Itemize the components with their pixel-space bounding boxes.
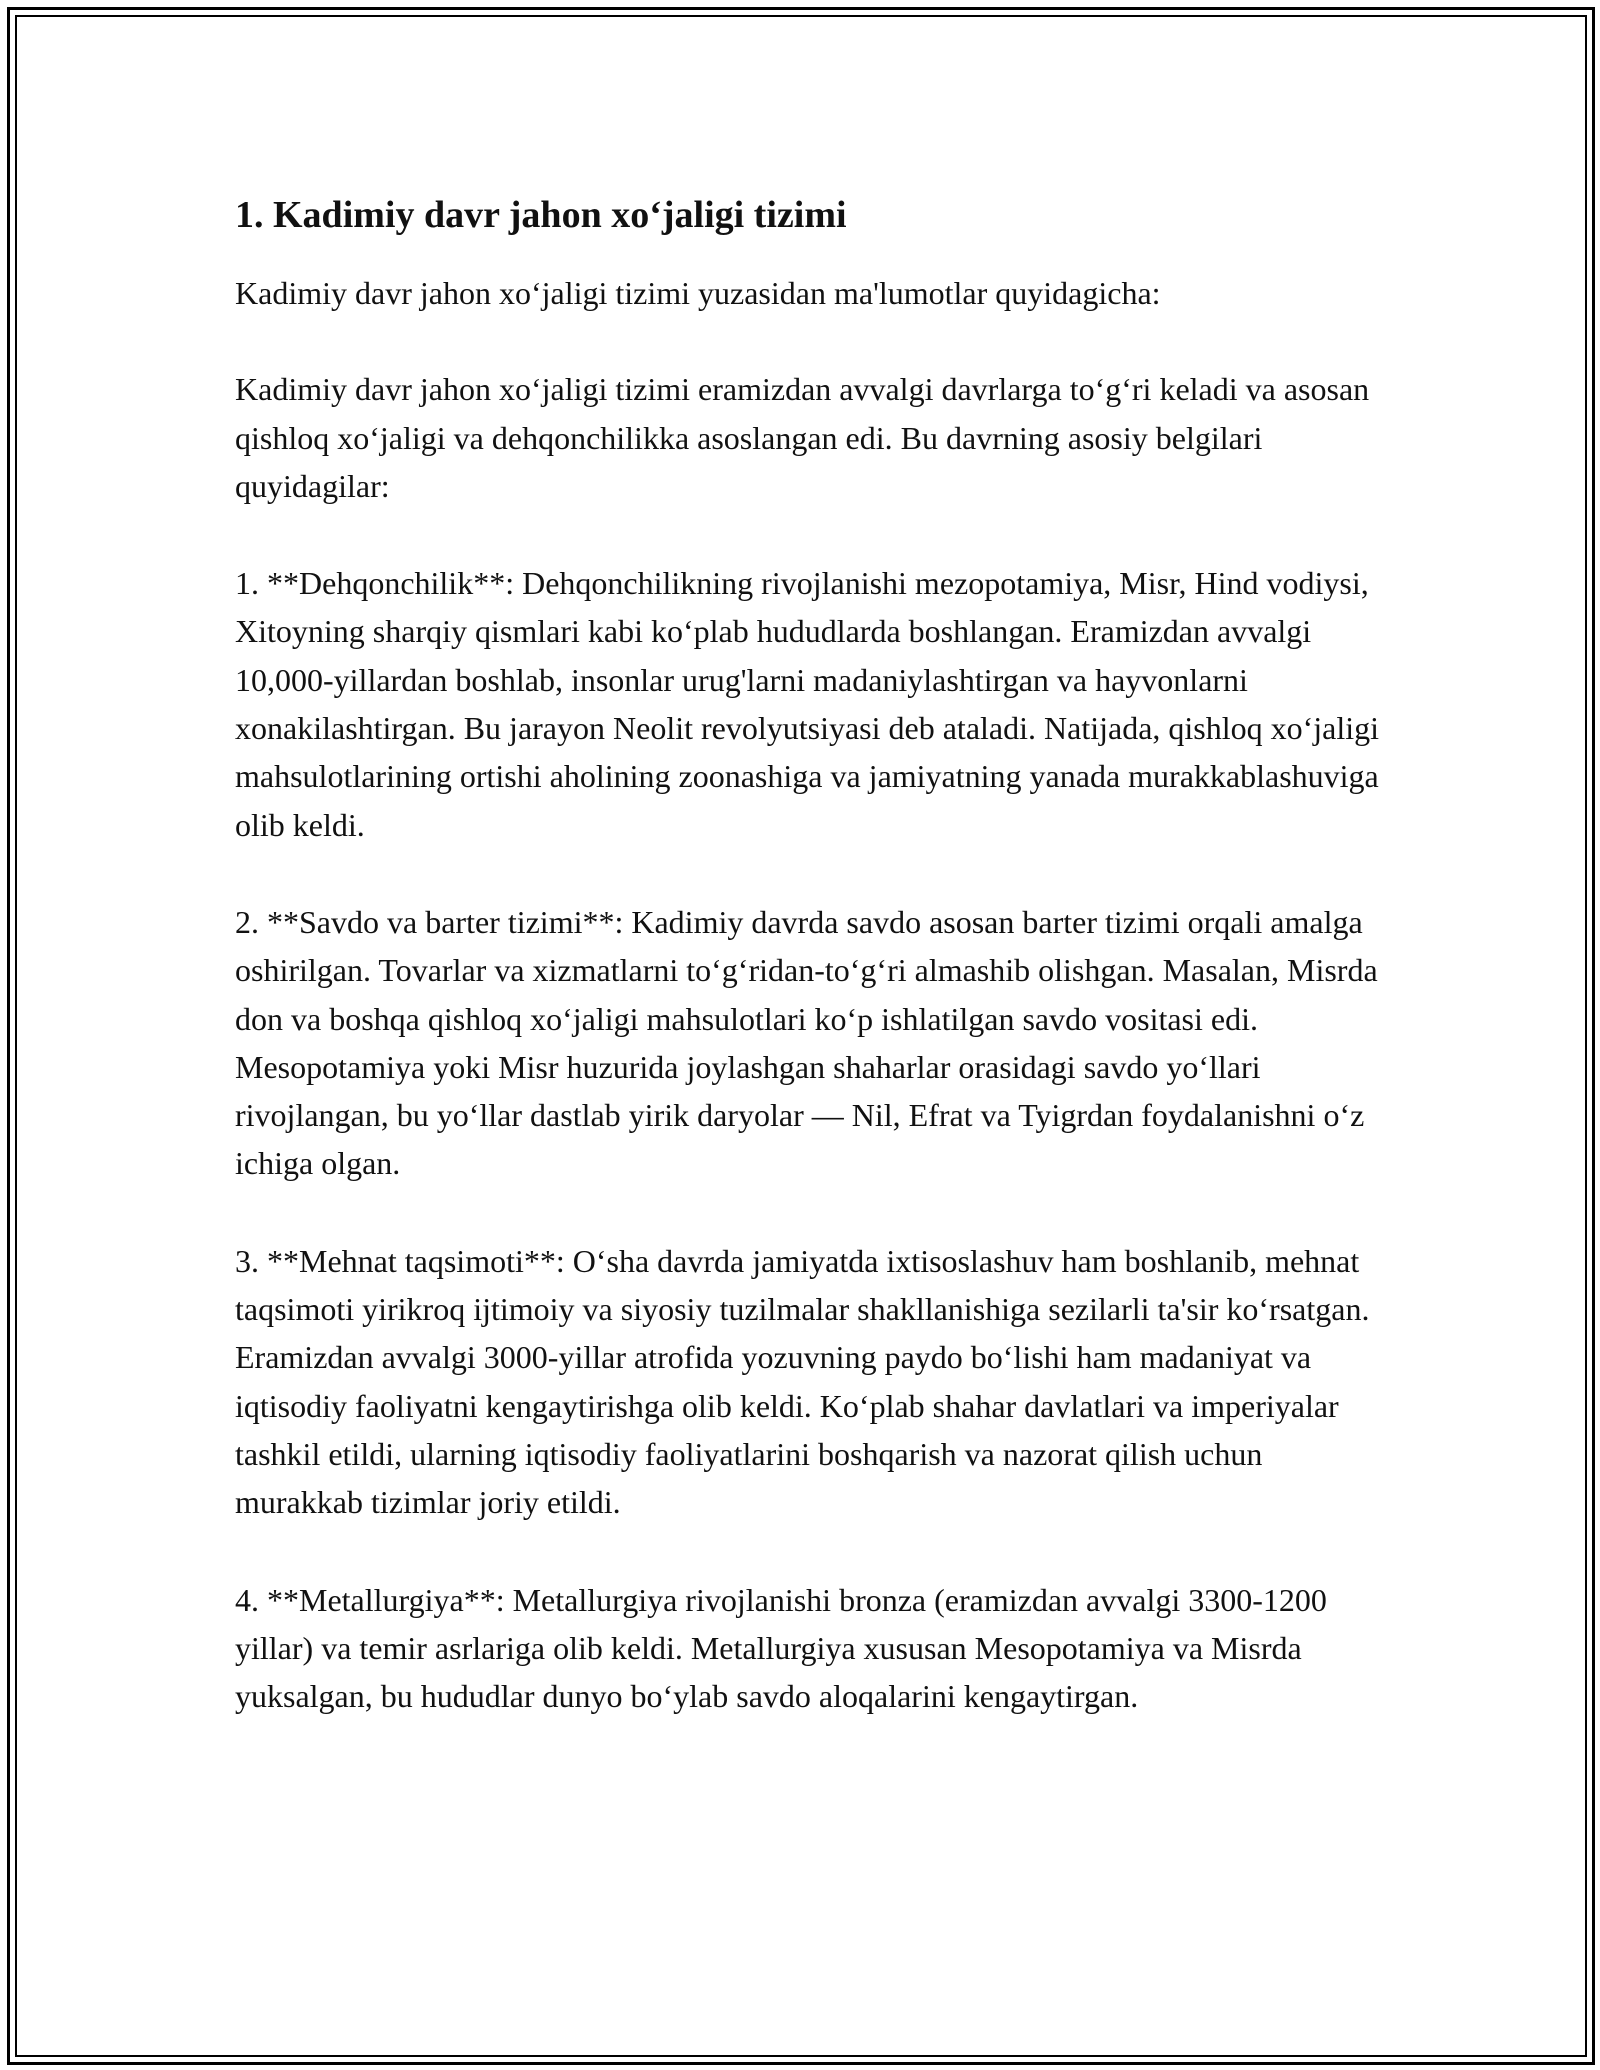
section-savdo-paragraph: 2. **Savdo va barter tizimi**: Kadimiy davrda savdo asosan barter tizimi orqali amalga oshirilgan. Tovarlar va xizmatlarni to‘g‘ridan-to‘g‘ri almashib olishgan. Masalan, Misrda don va boshqa qishloq xo‘jaligi mahsulotlari ko‘p ishlatilgan savdo vositasi edi. Mesopotamiya yoki Misr huzurida joylashgan shaharlar orasidagi savdo yo‘llari rivojlangan, bu yo‘llar dastlab yirik daryolar — Nil, Efrat va Tyigrdan foydalanishni o‘z ichiga olgan. [235, 903, 1378, 1182]
section-mehnat-paragraph: 3. **Mehnat taqsimoti**: O‘sha davrda jamiyatda ixtisoslashuv ham boshlanib, mehnat taqsimoti yirikroq ijtimoiy va siyosiy tuzilmalar shakllanishiga sezilarli ta'sir ko‘rsatgan. Eramizdan avvalgi 3000-yillar atrofida yozuvning paydo bo‘lishi ham madaniyat va iqtisodiy faoliyatni kengaytirishga olib keldi. Ko‘plab shahar davlatlari va imperiyalar tashkil etildi, ularning iqtisodiy faoliyatlarini boshqarish va nazorat qilish uchun murakkab tizimlar joriy etildi. [235, 1242, 1370, 1521]
overview-paragraph: Kadimiy davr jahon xo‘jaligi tizimi eramizdan avvalgi davrlarga to‘g‘ri keladi va asosan qishloq xo‘jaligi va dehqonchilikka asoslangan edi. Bu davrning asosiy belgilari quyidagilar: [235, 371, 1370, 504]
section-metallurgiya-paragraph: 4. **Metallurgiya**: Metallurgiya rivojlanishi bronza (eramizdan avvalgi 3300-1200 yillar) va temir asrlariga olib keldi. Metallurgiya xususan Mesopotamiya va Misrda yuksalgan, bu hududlar dunyo bo‘ylab savdo aloqalarini kengaytirgan. [235, 1581, 1327, 1715]
document-body [235, 187, 1385, 1769]
section-dehqonchilik-paragraph: 1. **Dehqonchilik**: Dehqonchilikning rivojlanishi mezopotamiya, Misr, Hind vodiysi, Xitoyning sharqiy qismlari kabi ko‘plab hududlarda boshlangan. Eramizdan avvalgi 10,000-yillardan boshlab, insonlar urug'larni madaniylashtirgan va hayvonlarni xonakilashtirgan. Bu jarayon Neolit revolyutsiyasi deb ataladi. Natijada, qishloq xo‘jaligi mahsulotlarining ortishi aholining zoonashiga va jamiyatning yanada murakkablashuviga olib keldi. [235, 565, 1380, 843]
intro-paragraph: Kadimiy davr jahon xo‘jaligi tizimi yuzasidan ma'lumotlar quyidagicha: [235, 275, 1161, 311]
document-title: 1. Kadimiy davr jahon xo‘jaligi tizimi [235, 194, 847, 236]
